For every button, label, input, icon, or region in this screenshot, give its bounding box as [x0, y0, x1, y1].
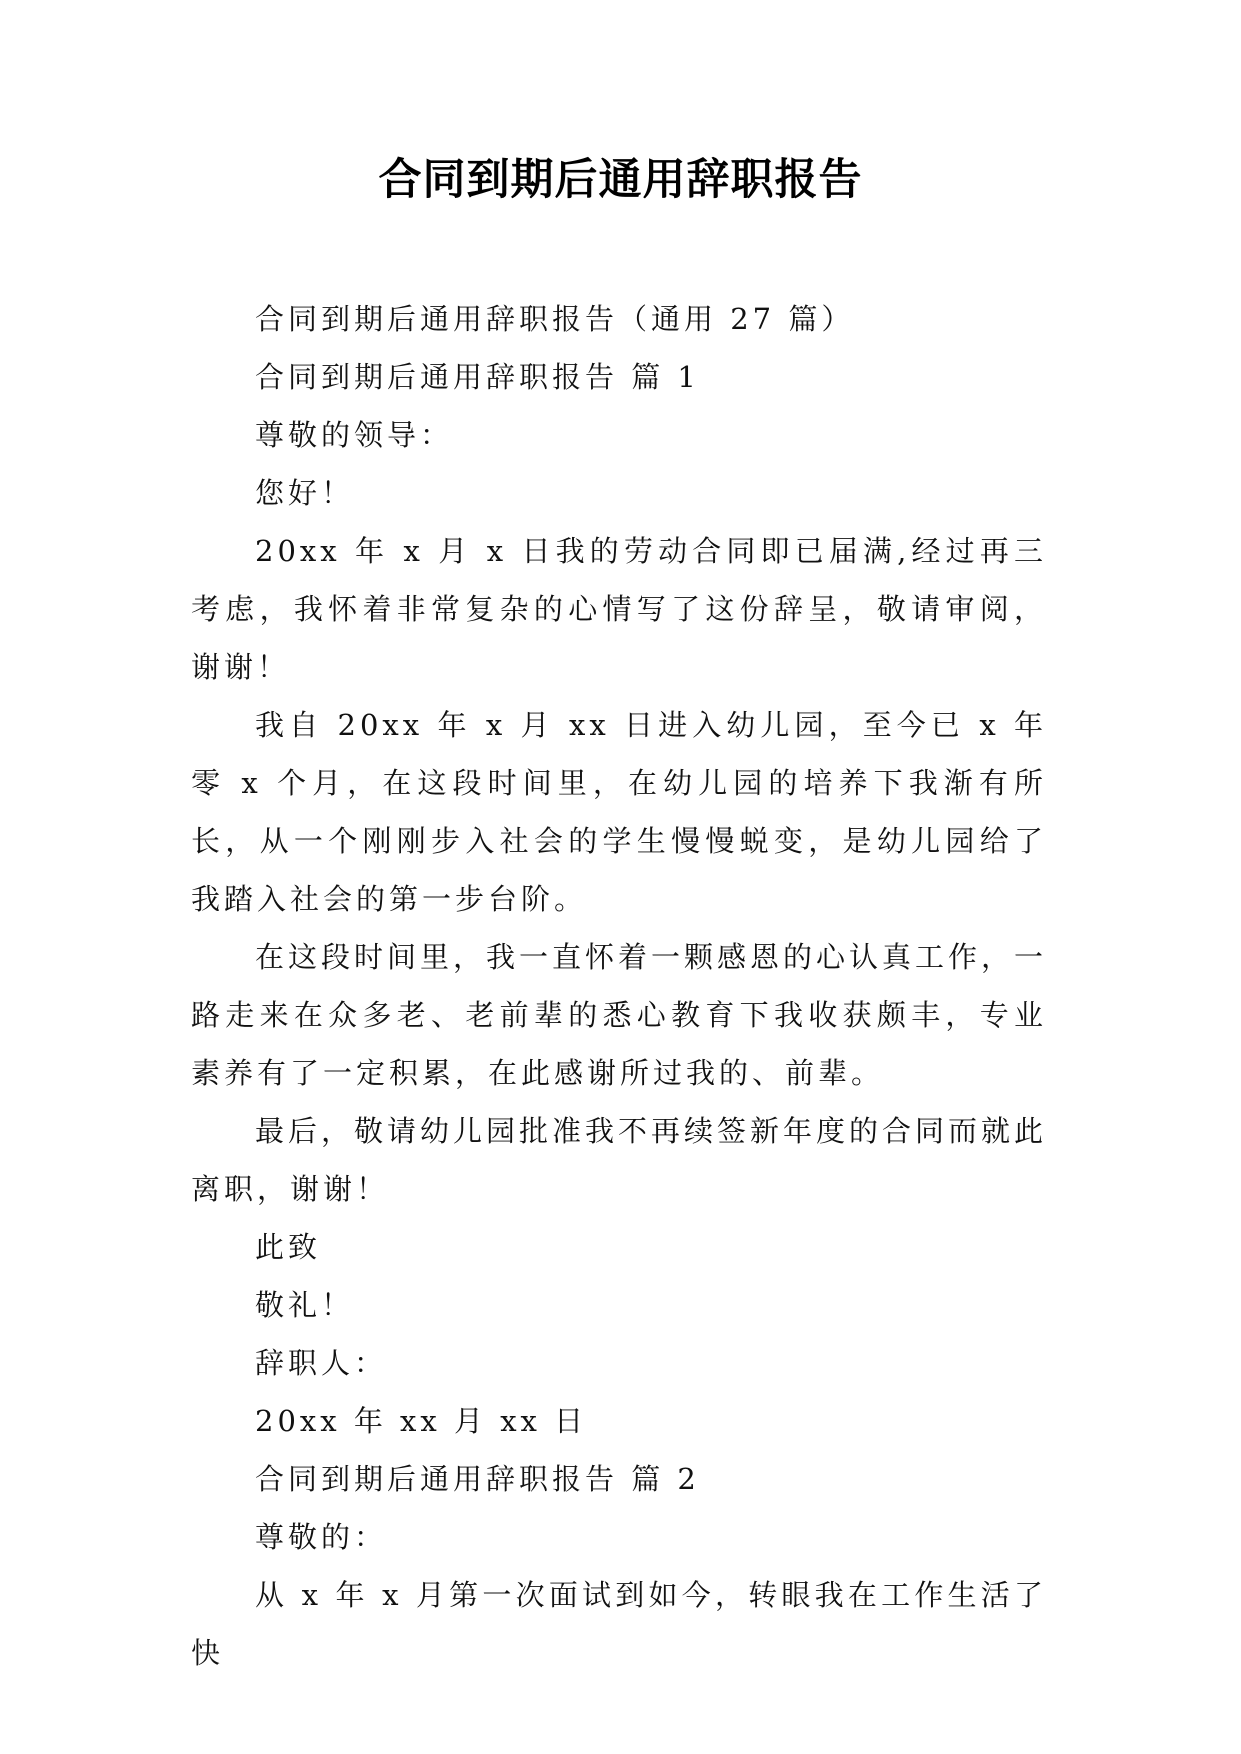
signature-label: 辞职人： [255, 1346, 388, 1380]
greeting: 您好！ [255, 476, 355, 510]
body-paragraph: 我自 20xx 年 x 月 xx 日进入幼儿园，至今已 x 年零 x 个月，在这段时间里，在幼儿园的培养下我渐有所长，从一个刚刚步入社会的学生慢慢蜕变，是幼儿园给了我踏入社会的第一步台阶。 [191, 708, 1047, 916]
body-paragraph: 从 x 年 x 月第一次面试到如今，转眼我在工作生活了快 [191, 1578, 1047, 1670]
signature-date: 20xx 年 xx 月 xx 日 [255, 1404, 588, 1438]
subtitle-paragraph: 合同到期后通用辞职报告（通用 27 篇） [255, 302, 855, 336]
section-heading-2: 合同到期后通用辞职报告 篇 2 [255, 1462, 700, 1496]
salutation: 尊敬的： [255, 1520, 388, 1554]
section-heading-1: 合同到期后通用辞职报告 篇 1 [255, 360, 700, 394]
document-title: 合同到期后通用辞职报告 [378, 155, 863, 205]
body-paragraph: 20xx 年 x 月 x 日我的劳动合同即已届满,经过再三考虑，我怀着非常复杂的心情写了这份辞呈，敬请审阅，谢谢！ [191, 534, 1047, 684]
document-body [191, 290, 1047, 1682]
salutation: 尊敬的领导： [255, 418, 454, 452]
closing-line: 此致 [255, 1230, 322, 1264]
body-paragraph: 在这段时间里，我一直怀着一颗感恩的心认真工作，一路走来在众多老、老前辈的悉心教育下我收获颇丰，专业素养有了一定积累，在此感谢所过我的、前辈。 [191, 940, 1048, 1090]
closing-line: 敬礼！ [255, 1288, 355, 1322]
body-paragraph: 最后，敬请幼儿园批准我不再续签新年度的合同而就此离职，谢谢！ [191, 1114, 1048, 1206]
